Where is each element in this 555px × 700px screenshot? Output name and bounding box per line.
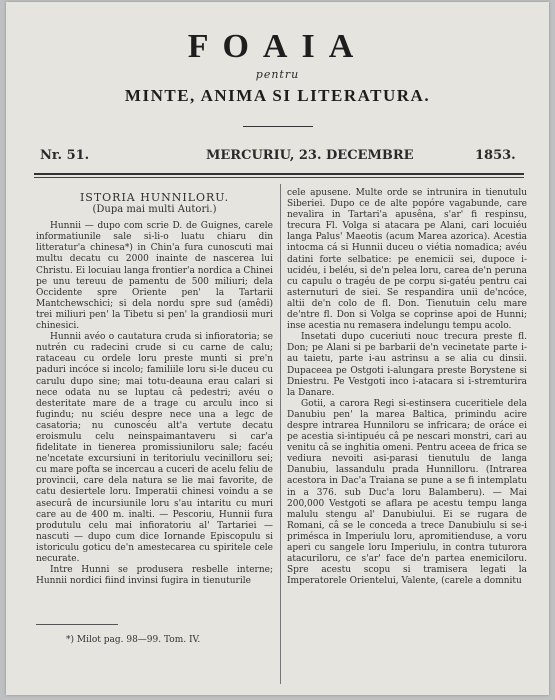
masthead-rule (243, 126, 313, 127)
footnote-rule (36, 624, 118, 625)
header-rule (34, 173, 524, 175)
issue-line (38, 148, 518, 166)
right-column (287, 188, 527, 587)
header-rule-thin (34, 177, 524, 178)
issue-year: 1853. (475, 148, 516, 163)
paragraph: Insetati dupo cuceriuti nouc trecura preste fl. Don; pe Alani si pe barbarii de'n vecinetate parte i-au taietu, parte i-au astrinsu a se alia cu dinsii. Dupaceea pe Ostgoti i-alungara preste Borystene si Dniestru. Pe Vestgoti inco i-atacara si i-stremturira la Danare. (287, 332, 527, 398)
issue-number: Nr. 51. (40, 148, 90, 163)
paragraph: cele apusene. Multe orde se intrunira in tienutulu Siberiei. Dupo ce de alte popóre vagabunde, care nevalira in Tartari'a apusêna, s'ar' fi respinsu, trecura Fl. Volga si atacara pe Alani, cari locuiéu langa Palus' Maeotis (acum Marea azorica). Acestia intocma cá si Hunnii duceu o viétia nomadica; avéu datini forte selbatice: pe enemicii sei, dupoce i-ucidéu, i beléu, si de'n pelea loru, carea de'n peruna cu capulu o tragéu de pe corpu si-gatéu pentru cai asternuturi de siei. Se respandira unii de'ncóce, altii de'n colo de fl. Don. Tienutuin celu mare de'ntre fl. Don si Volga se coprinse apoi de Hunni; inse acestia nu remasera indelungu tempu acolo. (287, 188, 527, 332)
issue-date: MERCURIU, 23. DECEMBRE (206, 148, 414, 163)
masthead-title: FOAIA (187, 28, 368, 65)
paragraph: Hunnii — dupo com scrie D. de Guignes, carele informatiunile sale si-li-o luatu chiaru din litteratur'a chinesa*) in Chin'a fura cunoscuti mai multu decatu cu 2000 inainte de nascerea lui Christu. Ei locuiau langa frontier'a nordica a Chinei pe unu tereuu de pamentu de 500 miliuri; dela Occidente spre Oriente pen' la Tartarii Mantchewschici; si dela nordu spre sud (amêdi) trei miliuri pen' la Tibetu si pen' la grandiosii muri chinesici. (36, 221, 273, 332)
masthead-pentru: pentru (255, 68, 300, 81)
footnote: *) Milot pag. 98—99. Tom. IV. (66, 635, 201, 645)
paragraph: Hunnii avéo o cautatura cruda si infioratoria; se nutrén cu radecini crude si cu carne de calu; rataceau cu ordele loru preste munti si pre'n paduri incóce si incolo; familiile loru si-le duceu cu carulu dupo sine; mai totu-deauna erau calari si nece odata nu se luptau câ pedestri; avéu o desteritate mare de a trage cu arculu inco si fugindu; nu sciéu despre nece una a legc de casatoria; nu cunoscéu alt'a vertute decatu eroismulu celu neinspaimantaveru si car'a fidelitate in tienerea promissiuniloru sale; facéu ne'ncetate excursiuni in teritoriulu vecinilloru sei; cu mare pofta se incercau a cuceri de acelu feliu de provincii, care dela natura se lie mai favorite, de catu desiertele loru. Imperatii chinesi voindu a se asecurâ de incursiunile loru s'au intaritu cu muri care au de 400 m. inalti. — Pescoriu, Hunnii fura produtulu celu mai infioratoriu al' Tartariei — nascuti — dupo cum dice Iornande Episcopulu si istoriculu goticu de'n amestecarea cu spiritele cele necurate. (36, 332, 273, 564)
left-column (36, 192, 273, 587)
article-subtitle: (Dupa mai multi Autori.) (92, 204, 217, 216)
column-divider (280, 184, 281, 684)
paragraph: Gotii, a carora Regi si-estinsera cuceritiele dela Danubiu pen' la marea Baltica, primindu acire despre intrarea Hunniloru se infricara; de oráce ei pe acestia si-intipuéu câ pe nescari monstri, cari au venitu câ se inghitia omeni. Pentru aceea de frica se vediura nevoiti asi-parasi tienutulu de langa Danubiu, lassandulu prada Hunnilloru. (Intrarea acestora in Dac'a Traiana se pune a se fi intemplatu in a 376. sub Duc'a loru Balamberu). — Mai 200,000 Vestgoti se aflara pe acestu tempu langa malulu stengu al' Danubiului. Ei se rugara de Romani, câ se le conceda a trece Danubiulu si se-i primésca in Imperiulu loru, apromitienduse, a voru aperi cu sangele loru Imperiulu, in contra tuturora atacuriloru, ce s'ar' face de'n partea enemiciloru. Spre acestu scopu si tramisera legati la Imperatorele Orientelui, Valente, (carele a domnitu (287, 398, 527, 587)
paragraph: Intre Hunni se produsera resbelle interne; Hunnii nordici fiind invinsi fugira in tienuturile (36, 565, 273, 587)
newspaper-page (6, 2, 549, 695)
article-title: ISTORIA HUNNILORU. (79, 191, 230, 204)
masthead-subtitle: MINTE, ANIMA SI LITERATURA. (124, 86, 431, 105)
